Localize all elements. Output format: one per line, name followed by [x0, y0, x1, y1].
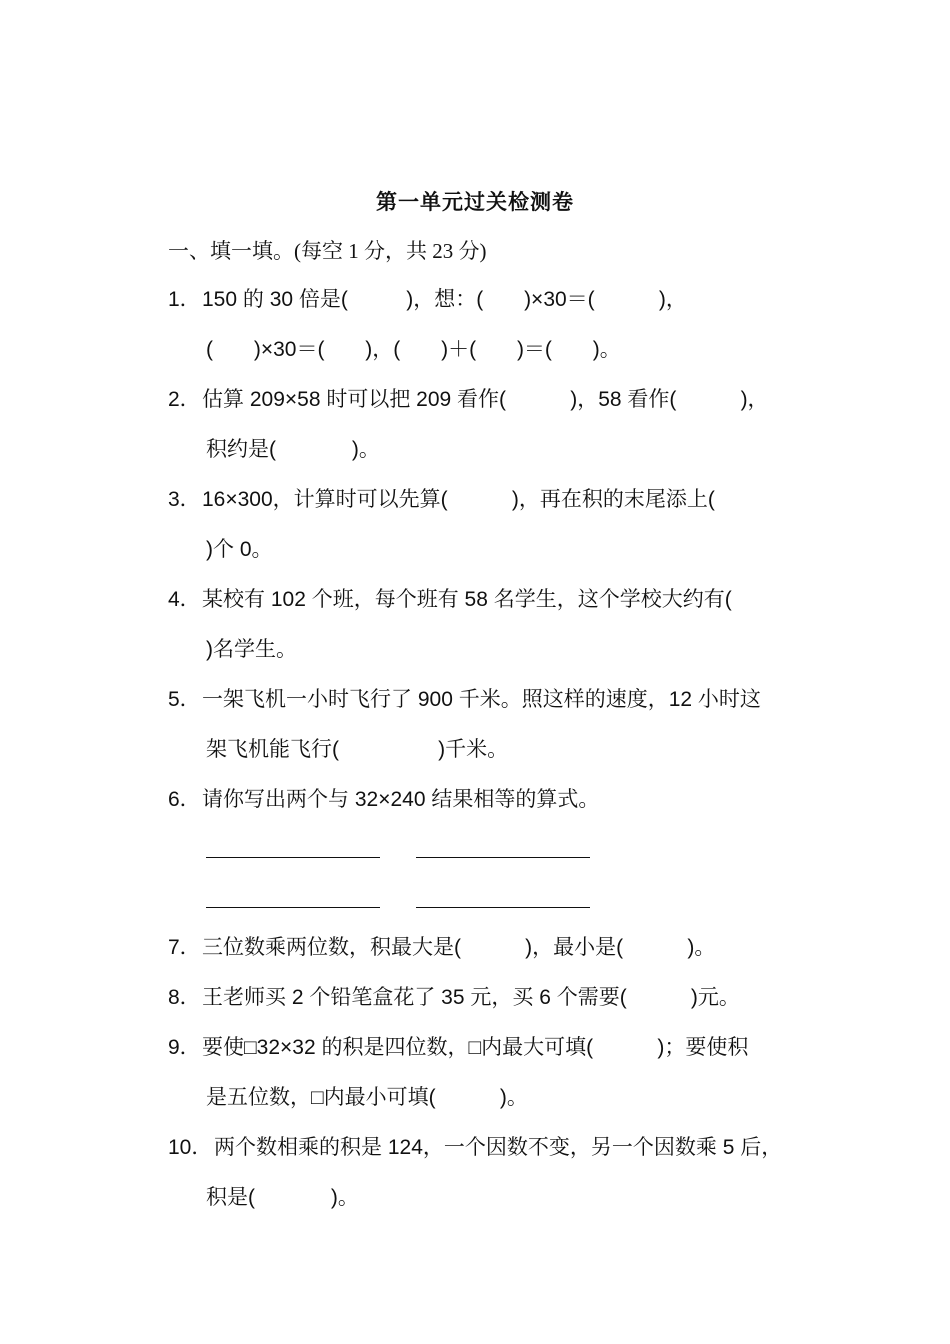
question-text: 要使□32×32 的积是四位数，□内最大可填( )；要使积 — [202, 1036, 749, 1059]
question-number: 9． — [168, 1036, 201, 1059]
question-text: 积是( )。 — [206, 1186, 359, 1209]
question-text: 架飞机能飞行( )千米。 — [206, 738, 509, 761]
question-text: 积约是( )。 — [206, 438, 380, 461]
question-text: )个 0。 — [206, 538, 273, 561]
question-number: 1． — [168, 288, 201, 311]
page-title: 第一单元过关检测卷 — [376, 190, 574, 214]
answer-blank-line — [416, 857, 590, 858]
question-text: 是五位数，□内最小可填( )。 — [206, 1086, 528, 1109]
question-text: 一架飞机一小时飞行了 900 千米。照这样的速度，12 小时这 — [202, 688, 761, 711]
question-number: 4． — [168, 588, 201, 611]
question-number: 10． — [168, 1136, 213, 1159]
question-text: )名学生。 — [206, 638, 297, 661]
section-heading: 一、填一填。(每空 1 分，共 23 分) — [168, 239, 487, 263]
question-number: 2． — [168, 388, 201, 411]
question-text: ( )×30＝( )，( )＋( )＝( )。 — [206, 338, 621, 361]
question-text: 两个数相乘的积是 124，一个因数不变，另一个因数乘 5 后， — [214, 1136, 783, 1159]
answer-blank-line — [206, 907, 380, 908]
answer-blank-line — [206, 857, 380, 858]
question-number: 6． — [168, 788, 201, 811]
question-number: 3． — [168, 488, 201, 511]
question-text: 三位数乘两位数，积最大是( )，最小是( )。 — [202, 936, 716, 959]
question-number: 8． — [168, 986, 201, 1009]
question-text: 请你写出两个与 32×240 结果相等的算式。 — [202, 788, 600, 811]
question-text: 王老师买 2 个铅笔盒花了 35 元，买 6 个需要( )元。 — [202, 986, 740, 1009]
question-text: 150 的 30 倍是( )，想：( )×30＝( )， — [202, 288, 687, 311]
question-text: 某校有 102 个班，每个班有 58 名学生，这个学校大约有( — [202, 588, 732, 611]
question-number: 5． — [168, 688, 201, 711]
answer-blank-line — [416, 907, 590, 908]
question-text: 估算 209×58 时可以把 209 看作( )，58 看作( )， — [202, 388, 769, 411]
question-number: 7． — [168, 936, 201, 959]
question-text: 16×300，计算时可以先算( )，再在积的末尾添上( — [202, 488, 715, 511]
